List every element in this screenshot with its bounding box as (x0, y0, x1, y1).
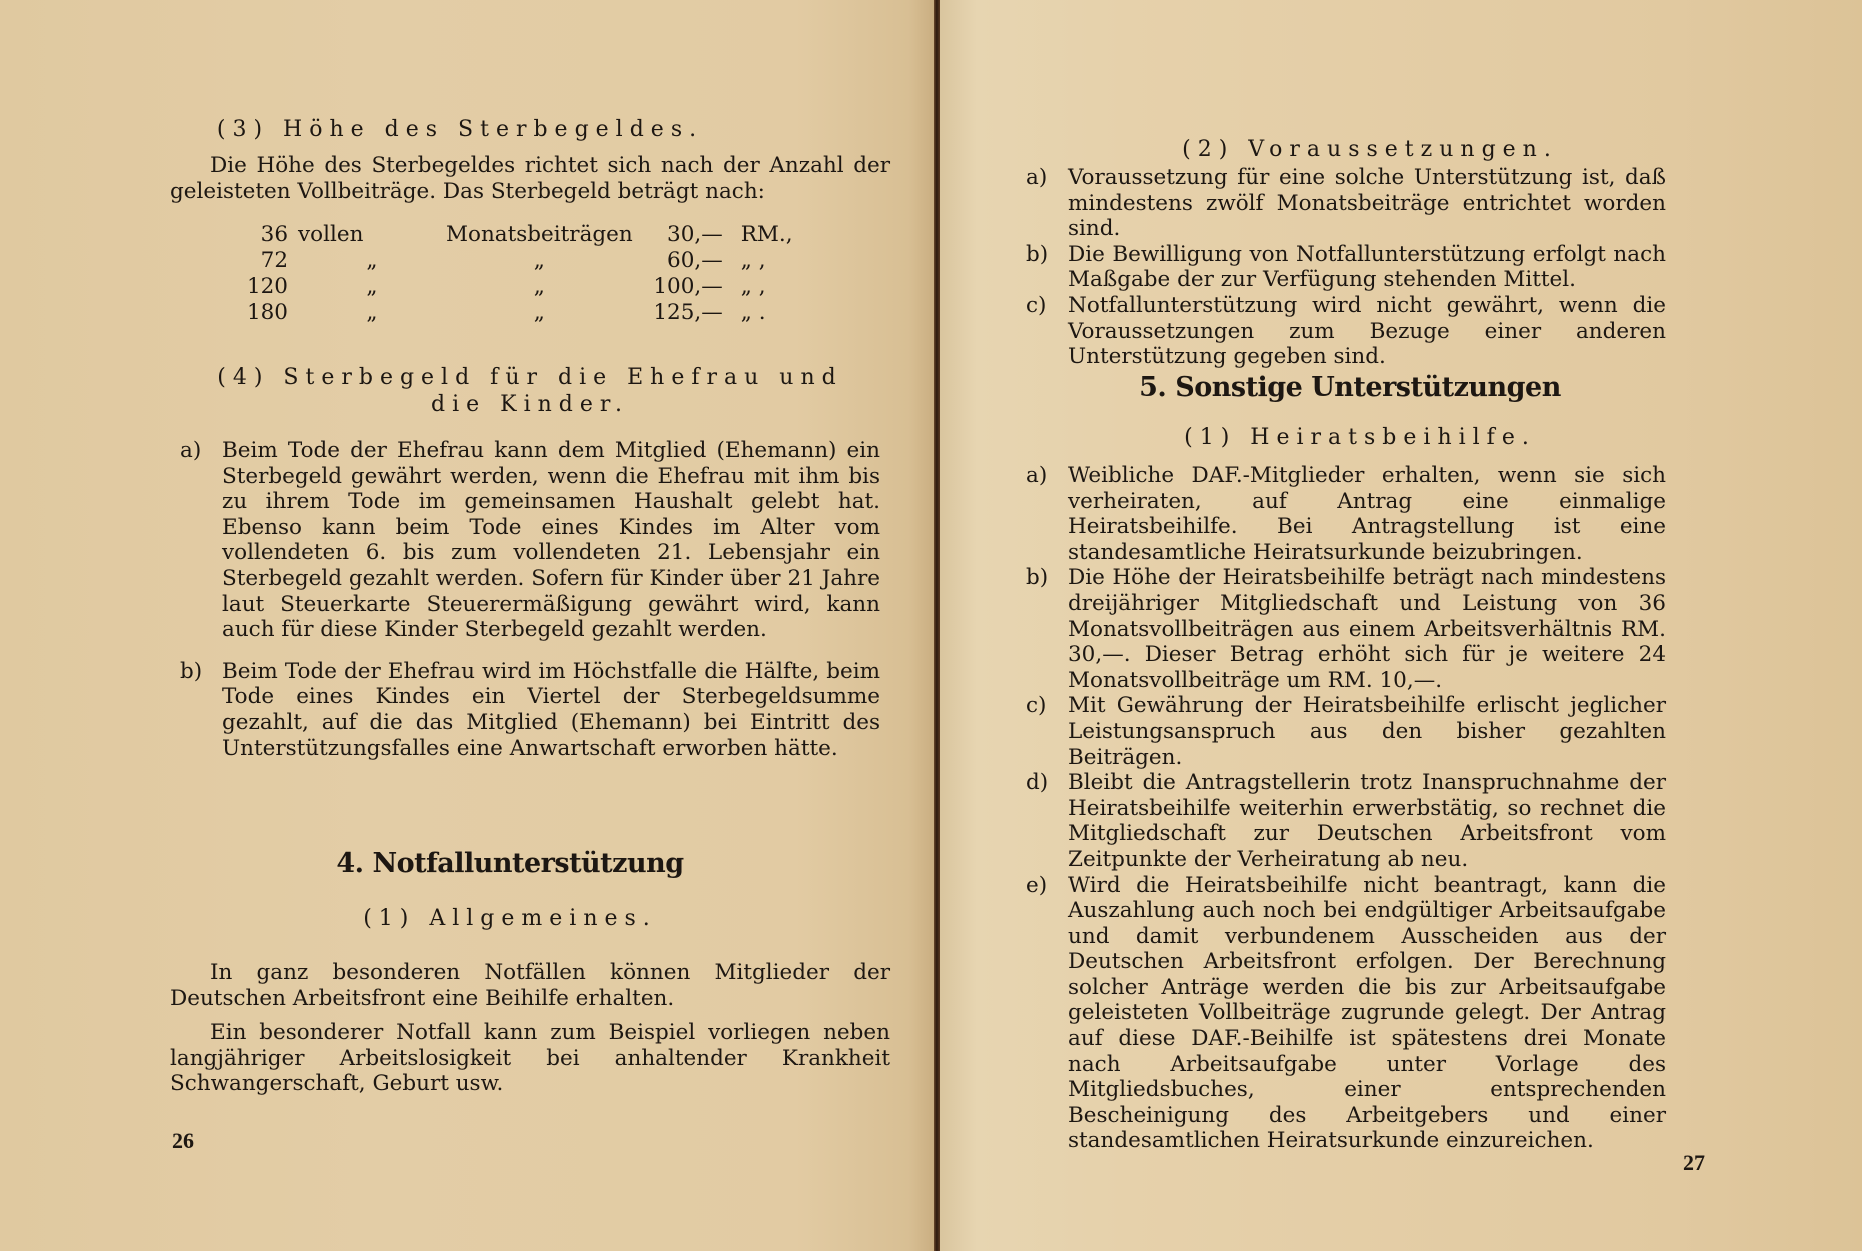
table-row (222, 300, 821, 326)
paragraph-sterbegeld-intro: Die Höhe des Sterbegeldes richtet sich nach der Anzahl der geleisteten Vollbeiträge. Das Sterbegeld beträgt nach: (170, 153, 890, 204)
ditto-mark: „ (366, 300, 378, 325)
amount-cell: 60,— (667, 248, 723, 273)
chapter-heading-sonstige-unterstuetzungen: 5. Sonstige Unterstützungen (1139, 372, 1561, 403)
paragraph-notfall-2: Ein besonderer Notfall kann zum Beispiel vorliegen neben langjähriger Arbeitslosigkeit bei anhaltender Krankheit Schwangerschaft, Geburt usw. (170, 1020, 890, 1097)
currency-cell: „ . (740, 300, 766, 325)
item-marker: d) (1026, 770, 1049, 796)
currency-cell: „ , (740, 274, 766, 299)
list-item (1026, 565, 1666, 693)
page-number-left: 26 (172, 1128, 194, 1153)
label-cell: Monatsbeiträgen (446, 222, 633, 247)
item-marker: b) (1026, 241, 1049, 267)
item-text: Wird die Heiratsbeihilfe nicht beantragt, kann die Auszahlung auch noch bei endgültiger Arbeitsaufgabe und damit verbundenem Ausscheiden aus der Deutschen Arbeitsfront erfolgen. Der Berechnung solcher Anträge werden die bis zur Arbeitsaufgabe geleisteten Vollbeiträge zugrunde gelegt. Der Antrag auf diese DAF.-Beihilfe ist spätestens drei Monate nach Arbeitsaufgabe unter Vorlage des Mitgliedsbuches, einer entsprechenden Bescheinigung des Arbeitgebers und einer standesamtlichen Heiratsurkunde einzureichen. (1068, 872, 1666, 1154)
table-row (222, 222, 821, 248)
list-item (1026, 873, 1666, 1155)
item-marker: c) (1026, 693, 1047, 719)
months-cell: 180 (246, 300, 288, 325)
list-item (180, 659, 880, 761)
currency-cell: „ , (740, 248, 766, 273)
list-item (1026, 693, 1666, 770)
ditto-mark: „ (366, 248, 378, 273)
list-item (1026, 293, 1666, 370)
item-marker: a) (1026, 463, 1048, 488)
ditto-mark: „ (366, 274, 378, 299)
heading-heiratsbeihilfe: (1) Heiratsbeihilfe. (1184, 425, 1536, 450)
list-item (180, 438, 880, 643)
voraussetzungen-items-list (1026, 165, 1666, 370)
item-text: Voraussetzung für eine solche Unterstützung ist, daß mindestens zwölf Monatsbeiträge entrichtet worden sind. (1068, 165, 1666, 242)
months-cell: 120 (246, 274, 288, 299)
item-marker: b) (1026, 565, 1049, 591)
paragraph-notfall-1: In ganz besonderen Notfällen können Mitglieder der Deutschen Arbeitsfront eine Beihilfe erhalten. (170, 960, 890, 1011)
page-number-right: 27 (1683, 1150, 1705, 1175)
item-marker: a) (1026, 165, 1048, 190)
item-text: Beim Tode der Ehefrau kann dem Mitglied (Ehemann) ein Sterbegeld gewährt werden, wenn die Ehefrau mit ihm bis zu ihrem Tode im gemeinsamen Haushalt gelebt hat. Ebenso kann beim Tode eines Kindes im Alter vom vollendeten 6. bis zum vollendeten 21. Lebensjahr ein Sterbegeld gezahlt werden. Sofern für Kinder über 21 Jahre laut Steuerkarte Steuerermäßigung gewährt wird, kann auch für diese Kinder Sterbegeld gezahlt werden. (222, 438, 880, 643)
label-cell: vollen (298, 222, 364, 247)
amount-cell: 30,— (667, 222, 723, 247)
list-item (1026, 242, 1666, 293)
heiratsbeihilfe-items-list (1026, 463, 1666, 1154)
months-cell: 36 (260, 222, 288, 247)
list-item (1026, 770, 1666, 872)
heading-allgemeines: (1) Allgemeines. (363, 906, 657, 931)
item-text: Mit Gewährung der Heiratsbeihilfe erlischt jeglicher Leistungsanspruch aus den bisher gezahlten Beiträgen. (1068, 693, 1666, 770)
list-item (1026, 165, 1666, 242)
heading-hoehe-des-sterbegeldes: (3) Höhe des Sterbegeldes. (216, 117, 704, 142)
item-marker: b) (180, 658, 203, 684)
chapter-heading-notfallunterstuetzung: 4. Notfallunterstützung (336, 848, 684, 879)
item-text: Bleibt die Antragstellerin trotz Inanspruchnahme der Heiratsbeihilfe weiterhin erwerbstätig, so rechnet die Mitgliedschaft zur Deutschen Arbeitsfront vom Zeitpunkte der Verheiratung ab neu. (1068, 770, 1666, 872)
sterbegeld-table (222, 222, 821, 326)
ditto-mark: „ (533, 274, 545, 299)
right-page (940, 0, 1862, 1251)
list-item (1026, 463, 1666, 565)
item-marker: e) (1026, 872, 1048, 898)
item-text: Beim Tode der Ehefrau wird im Höchstfalle die Hälfte, beim Tode eines Kindes ein Viertel der Sterbegeldsumme gezahlt, auf die das Mitglied (Ehemann) bei Eintritt des Unterstützungsfalles eine Anwartschaft erworben hätte. (222, 658, 880, 761)
item-marker: c) (1026, 292, 1047, 318)
sterbegeld-items-list (180, 438, 880, 761)
heading-sterbegeld-ehefrau-kinder: (4) Sterbegeld für die Ehefrau und die Kinder. (217, 365, 843, 417)
item-text: Weibliche DAF.-Mitglieder erhalten, wenn sie sich verheiraten, auf Antrag eine einmalige Heiratsbeihilfe. Bei Antragstellung ist eine standesamtliche Heiratsurkunde beizubringen. (1068, 463, 1666, 565)
table-row (222, 274, 821, 300)
amount-cell: 100,— (653, 274, 723, 299)
ditto-mark: „ (533, 248, 545, 273)
months-cell: 72 (260, 248, 288, 273)
item-text: Notfallunterstützung wird nicht gewährt, wenn die Voraussetzungen zum Bezuge einer anderen Unterstützung gegeben sind. (1068, 292, 1666, 370)
item-marker: a) (180, 438, 202, 463)
item-text: Die Bewilligung von Notfallunterstützung erfolgt nach Maßgabe der zur Verfügung stehenden Mittel. (1068, 241, 1666, 293)
table-row (222, 248, 821, 274)
currency-cell: RM., (740, 222, 793, 247)
heading-voraussetzungen: (2) Voraussetzungen. (1182, 137, 1558, 162)
ditto-mark: „ (533, 300, 545, 325)
item-text: Die Höhe der Heiratsbeihilfe beträgt nach mindestens dreijähriger Mitgliedschaft und Leistung von 36 Monatsvollbeiträgen aus einem Arbeitsverhältnis RM. 30,—. Dieser Betrag erhöht sich für je weitere 24 Monatsvollbeiträge um RM. 10,—. (1068, 565, 1666, 693)
amount-cell: 125,— (653, 300, 723, 325)
